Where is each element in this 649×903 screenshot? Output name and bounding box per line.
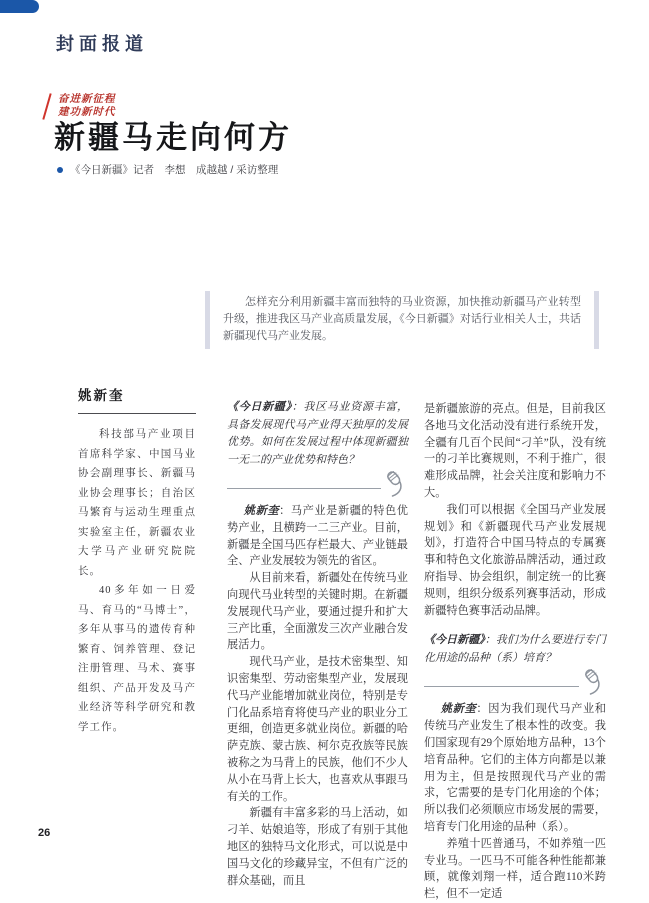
answer-1: [227, 503, 408, 889]
question-2: [424, 632, 606, 667]
question-speaker: 《今日新疆》: [227, 401, 292, 413]
profile-bio-paragraph: 40多年如一日爱马、育马的“马博士”，多年从事马的遗传育种繁育、饲养管理、登记注册管理、马术、赛事组织、产品开发及马产业经济等科学研究和教学工作。: [78, 585, 196, 733]
answer-paragraph: 养殖十匹普通马，不如养殖一匹专业马。一匹马不可能各种性能都兼顾，就像刘翔一样，适合跑110米跨栏，但不一定适: [424, 837, 606, 901]
profile-name: 姚新奎: [78, 388, 125, 403]
column-middle: [227, 399, 408, 889]
answer-paragraph: 我们可以根据《全国马产业发展规划》和《新疆现代马产业发展规划》，打造符合中国马特点的专属赛事和特色文化旅游品牌活动，通过政府指导、协会组织，制定统一的比赛规则，组织分级系列赛事活动，形成新疆特色赛事活动品牌。: [424, 503, 606, 617]
column-right: [424, 401, 606, 903]
profile-bio-paragraph: 科技部马产业项目首席科学家、中国马业协会副理事长、新疆马业协会理事长；自治区马繁育与运动生理重点实验室主任，新疆农业大学马产业研究院院长。: [78, 429, 196, 577]
answer-paragraph: [424, 701, 606, 835]
intro-quote: [205, 291, 599, 349]
divider-line: [424, 686, 579, 687]
slogan-line-1: 奋进新征程: [58, 93, 116, 105]
microphone-icon: [582, 668, 606, 696]
byline-text: 《今日新疆》记者 李想 成越越 / 采访整理: [70, 164, 279, 176]
answer-paragraph: 新疆有丰富多彩的马上活动，如刁羊、姑娘追等，形成了有别于其他地区的独特马文化形式，可以说是中国马文化的珍藏异宝，不但有广泛的群众基础，而且: [227, 807, 408, 887]
slogan-slash-mark: [42, 93, 51, 120]
quote-bar-right: [594, 291, 599, 349]
question-2-block: [424, 632, 606, 696]
question-text: ：我区马业资源丰富，具备发展现代马产业得天独厚的发展优势。如何在发展过程中体现新疆独一无二的产业优势和特色？: [227, 401, 409, 466]
divider-line: [227, 488, 381, 489]
answer-1-continued: [424, 401, 606, 619]
answer-paragraph: 从目前来看，新疆处在传统马业向现代马业转型的关键时期。在新疆发展现代马产业，要通过提升和扩大三产比重，全面激发三次产业融合发展活力。: [227, 572, 408, 652]
question-divider: [424, 668, 606, 696]
answer-speaker: 姚新奎: [440, 703, 477, 716]
article-title: 新疆马走向何方: [54, 120, 292, 155]
microphone-icon: [384, 470, 408, 498]
question-text: ：我们为什么要进行专门化用途的品种（系）培育？: [424, 634, 606, 664]
answer-paragraph: [227, 503, 408, 570]
question-1: [227, 399, 408, 469]
answer-2: [424, 701, 606, 903]
bullet-dot-icon: [57, 167, 63, 173]
question-divider: [227, 470, 408, 498]
answer-lead-text: ：马产业是新疆的特色优势产业，且横跨一二三产业。目前，新疆是全国马匹存栏最大、产业链最全、产业发展较为领先的省区。: [227, 505, 408, 568]
question-speaker: 《今日新疆》: [424, 634, 485, 647]
intro-text: 怎样充分利用新疆丰富而独特的马业资源，加快推动新疆马产业转型升级，推进我区马产业高质量发展，《今日新疆》对话行业相关人士，共话新疆现代马产业发展。: [223, 296, 581, 342]
blue-corner-mark: [0, 0, 39, 13]
answer-paragraph: 现代马产业，是技术密集型、知识密集型、劳动密集型产业，发展现代马产业能增加就业岗位，特别是专门化品系培育将使马产业的职业分工更细，创造更多就业岗位。新疆的哈萨克族、蒙古族、柯尔克孜族等民族被称之为马背上的民族，他们不少人从小在马背上长大，也喜欢从事跟马有关的工作。: [227, 656, 408, 803]
profile-divider: [78, 413, 196, 414]
profile-bio: [78, 425, 196, 737]
slogan-line-2: 建功新时代: [58, 105, 116, 118]
profile-sidebar: [78, 384, 196, 737]
section-label: 封面报道: [56, 34, 148, 54]
answer-lead-text: ：因为我们现代马产业和传统马产业发生了根本性的改变。我们国家现有29个原始地方品种，13个培育品种。它们的主体方向都是以兼用为主，但是按照现代马产业的需求，它需要的是专门化用途的个体；所以我们必须顺应市场发展的需要，培育专门化用途的品种（系）。: [424, 703, 606, 833]
byline: [57, 162, 278, 177]
answer-paragraph: 是新疆旅游的亮点。但是，目前我区各地马文化活动没有进行系统开发，全疆有几百个民间“刁羊”队，没有统一的刁羊比赛规则，不利于推广，很难形成品牌，社会关注度和影响力不大。: [424, 403, 606, 499]
page-number: 26: [38, 827, 51, 839]
answer-speaker: 姚新奎: [243, 505, 280, 517]
